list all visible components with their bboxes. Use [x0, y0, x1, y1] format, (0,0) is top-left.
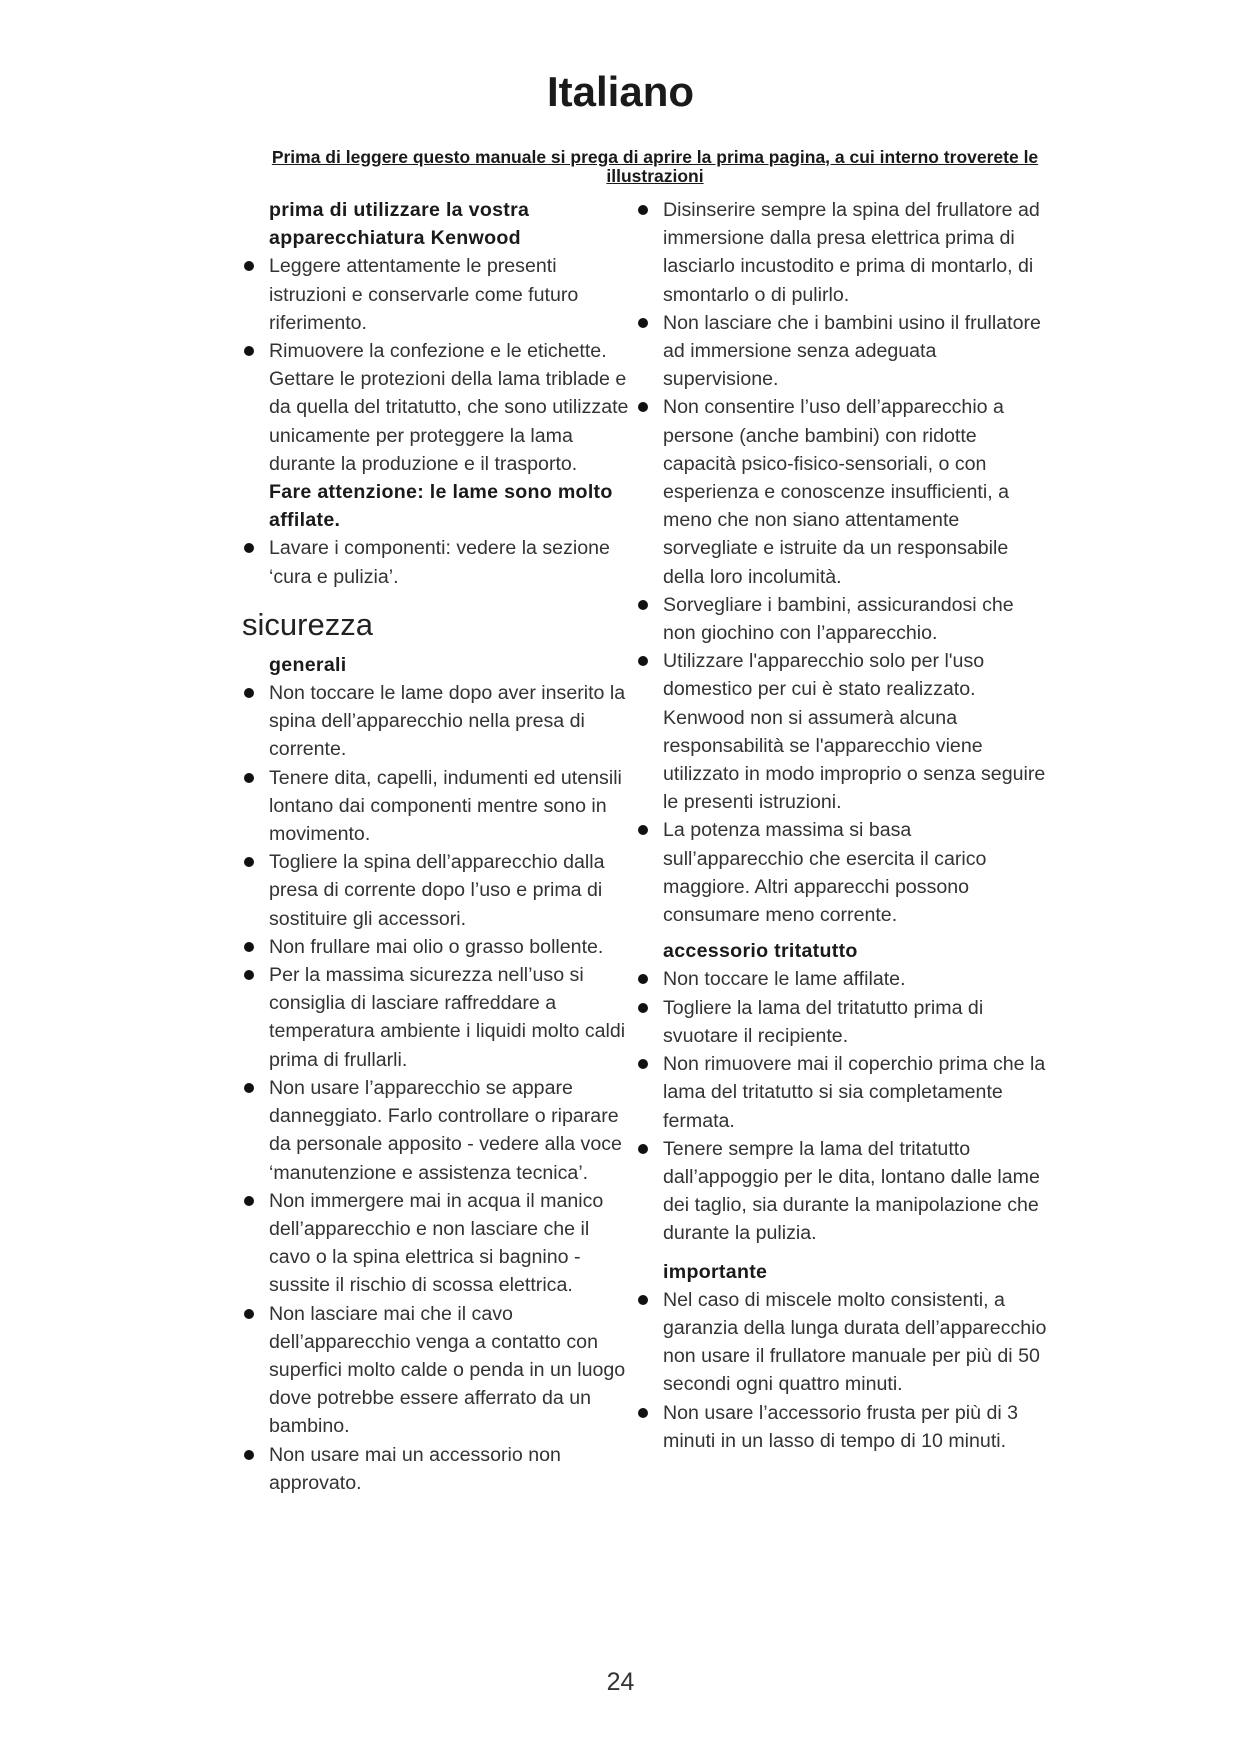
bullet-icon — [244, 857, 254, 867]
list-item-text: Non frullare mai olio o grasso bollente. — [269, 935, 604, 958]
bullet-icon — [638, 1003, 648, 1013]
list-item-text: Utilizzare l'apparecchio solo per l'uso domestico per cui è stato realizzato. Kenwood non si assumerà alcuna responsabilità se l'apparecchio viene utilizzato in modo improprio o senza seguire le presenti istruzioni. — [663, 650, 1046, 814]
left-column — [242, 196, 630, 1497]
list-item — [636, 309, 1048, 394]
list-item — [242, 252, 630, 337]
bullet-icon — [244, 970, 254, 980]
bullet-icon — [638, 974, 648, 984]
list-item-text: Togliere la lama del tritatutto prima di svuotare il recipiente. — [663, 996, 984, 1047]
list-item — [242, 1300, 630, 1441]
list-item-text: Non lasciare che i bambini usino il frullatore ad immersione senza adeguata supervisione. — [663, 311, 1041, 391]
list-item-text: Rimuovere la confezione e le etichette. Gettare le protezioni della lama triblade e da quella del tritatutto, che sono utilizzate unicamente per proteggere la lama durante la produzione e il trasporto. — [269, 340, 629, 475]
list-item — [242, 1187, 630, 1300]
bullet-icon — [244, 773, 254, 783]
bullet-icon — [638, 402, 648, 412]
list-item-text: Non toccare le lame dopo aver inserito la spina dell’apparecchio nella presa di corrente. — [269, 682, 626, 761]
list-item-text: Tenere sempre la lama del tritatutto dall’appoggio per le dita, lontano dalle lame dei taglio, sia durante la manipolazione che durante la pulizia. — [663, 1137, 1040, 1245]
list-item-text: La potenza massima si basa sull’apparecchio che esercita il carico maggiore. Altri apparecchi possono consumare meno corrente. — [663, 819, 987, 927]
bullet-icon — [638, 825, 648, 835]
section-title-safety: sicurezza — [242, 606, 373, 642]
bullet-icon — [244, 1309, 254, 1319]
bullet-icon — [244, 1196, 254, 1206]
spacer — [636, 1248, 1048, 1258]
bullet-icon — [638, 1408, 648, 1418]
list-item — [242, 848, 630, 933]
list-item — [242, 961, 630, 1074]
list-item — [636, 1286, 1048, 1399]
bullet-icon — [638, 205, 648, 215]
list-item — [636, 393, 1048, 590]
bullet-icon — [638, 1059, 648, 1069]
list-item — [636, 647, 1048, 816]
list-item-text: Per la massima sicurezza nell’uso si consiglia di lasciare raffreddare a temperatura ambiente i liquidi molto caldi prima di frullarli. — [269, 964, 626, 1071]
list-item-text: Leggere attentamente le presenti istruzioni e conservarle come futuro riferimento. — [269, 255, 579, 334]
list-item — [636, 1135, 1048, 1248]
list-item-text: Non usare l’accessorio frusta per più di 3 minuti in un lasso di tempo di 10 minuti. — [663, 1401, 1019, 1452]
chopper-heading: accessorio tritatutto — [663, 940, 858, 963]
before-use-heading: prima di utilizzare la vostra apparecchiatura Kenwood — [269, 199, 530, 250]
important-heading: importante — [663, 1260, 768, 1283]
general-heading: generali — [269, 653, 347, 676]
bullet-icon — [244, 1450, 254, 1460]
bullet-icon — [244, 1083, 254, 1093]
list-item — [636, 816, 1048, 929]
list-item — [242, 764, 630, 849]
spacer — [636, 929, 1048, 937]
list-item — [242, 534, 630, 590]
list-item-text: Non usare mai un accessorio non approvato. — [269, 1443, 561, 1494]
list-item-text: Lavare i componenti: vedere la sezione ‘cura e pulizia’. — [269, 537, 610, 588]
bullet-icon — [244, 688, 254, 698]
list-item-text: Non toccare le lame affilate. — [663, 968, 906, 991]
list-item-text: Tenere dita, capelli, indumenti ed utensili lontano dai componenti mentre sono in movimento. — [269, 766, 622, 846]
list-item — [636, 965, 1048, 993]
right-column — [636, 196, 1048, 1455]
list-item-text: Disinserire sempre la spina del frullatore ad immersione dalla presa elettrica prima di lasciarlo incustodito e prima di montarlo, di smontarlo o di pulirlo. — [663, 199, 1040, 306]
list-item — [636, 591, 1048, 647]
list-item-text: Non usare l’apparecchio se appare danneggiato. Farlo controllare o riparare da personale apposito - vedere alla voce ‘manutenzione e assistenza tecnica’. — [269, 1076, 622, 1184]
intro-notice: Prima di leggere questo manuale si prega di aprire la prima pagina, a cui interno troverete le illustrazioni — [271, 147, 1039, 186]
list-item — [636, 994, 1048, 1050]
list-item — [242, 1441, 630, 1497]
bullet-icon — [244, 261, 254, 271]
bullet-icon — [244, 346, 254, 356]
list-item — [636, 1050, 1048, 1135]
bullet-icon — [638, 1144, 648, 1154]
bullet-icon — [638, 318, 648, 328]
list-item — [242, 679, 630, 764]
list-item-text: Sorvegliare i bambini, assicurandosi che non giochino con l’apparecchio. — [663, 593, 1014, 645]
list-item-text: Non immergere mai in acqua il manico dell’apparecchio e non lasciare che il cavo o la spina elettrica si bagnino - sussite il rischio di scossa elettrica. — [269, 1189, 604, 1297]
bullet-icon — [244, 942, 254, 952]
bullet-icon — [638, 600, 648, 610]
page-title: Italiano — [546, 68, 695, 115]
list-item — [636, 196, 1048, 309]
list-item-text: Nel caso di miscele molto consistenti, a garanzia della lunga durata dell’apparecchio non usare il frullatore manuale per più di 50 secondi ogni quattro minuti. — [663, 1288, 1047, 1396]
bullet-icon — [638, 1295, 648, 1305]
list-item-text: Non rimuovere mai il coperchio prima che la lama del tritatutto si sia completamente fermata. — [663, 1053, 1046, 1132]
list-item-text: Non lasciare mai che il cavo dell’apparecchio venga a contatto con superfici molto calde o penda in un luogo dove potrebbe essere afferrato da un bambino. — [269, 1302, 626, 1438]
list-item — [636, 1399, 1048, 1455]
bullet-icon — [244, 543, 254, 553]
bullet-icon — [638, 656, 648, 666]
list-item — [242, 933, 630, 961]
list-item-text: Togliere la spina dell’apparecchio dalla presa di corrente dopo l’uso e prima di sostituire gli accessori. — [269, 851, 605, 930]
blade-warning: Fare attenzione: le lame sono molto affilate. — [269, 481, 613, 532]
list-item — [242, 337, 630, 478]
list-item-text: Non consentire l’uso dell’apparecchio a persone (anche bambini) con ridotte capacità psico-fisico-sensoriali, o con esperienza e conoscenze insufficienti, a meno che non siano attentamente sorvegliate e istruite da un responsabile della loro incolumità. — [663, 396, 1010, 588]
page-number: 24 — [606, 1668, 635, 1696]
list-item — [242, 1074, 630, 1187]
